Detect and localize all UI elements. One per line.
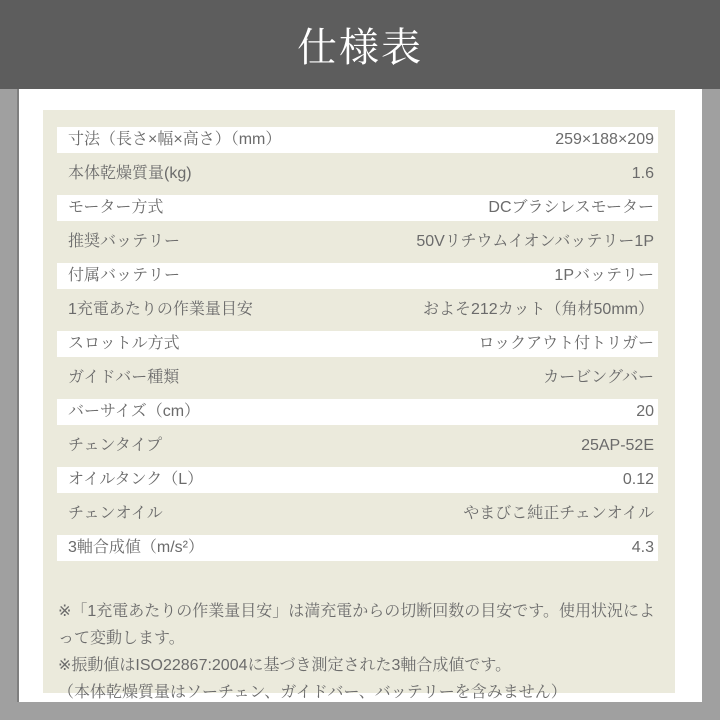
spec-value: 50Vリチウムイオンバッテリー1P — [416, 233, 654, 250]
spec-value: 0.12 — [622, 471, 654, 488]
spec-value: DCブラシレスモーター — [488, 199, 654, 216]
spec-value: 20 — [636, 403, 654, 420]
spec-value: ロックアウト付トリガー — [478, 335, 654, 352]
spec-label: チェンオイル — [68, 505, 163, 522]
spec-value: 25AP-52E — [581, 437, 654, 454]
spec-label: 3軸合成値（m/s²） — [68, 539, 205, 556]
footnote: ※振動値はISO22867:2004に基づき測定された3軸合成値です。 — [58, 657, 512, 674]
table-row — [57, 467, 658, 493]
table-row — [57, 399, 658, 425]
table-row — [57, 161, 658, 187]
table-row — [57, 263, 658, 289]
spec-label: オイルタンク（L） — [68, 471, 204, 488]
spec-label: 1充電あたりの作業量目安 — [68, 301, 253, 318]
spec-label: 推奨バッテリー — [68, 233, 181, 250]
spec-label: 付属バッテリー — [68, 267, 181, 284]
table-row — [57, 331, 658, 357]
spec-value: 4.3 — [631, 539, 654, 556]
spec-value: およそ212カット（角材50mm） — [423, 301, 654, 318]
page-header — [0, 0, 720, 89]
spec-label: スロットル方式 — [68, 335, 180, 352]
footnote: （本体乾燥質量はソーチェン、ガイドバー、バッテリーを含みません） — [58, 684, 567, 701]
spec-label: 寸法（長さ×幅×高さ）（mm） — [68, 131, 282, 148]
spec-value: 1Pバッテリー — [554, 267, 654, 284]
table-row — [57, 433, 658, 459]
spec-table — [43, 110, 675, 561]
spec-value: カービングバー — [543, 369, 654, 386]
spec-value: 259×188×209 — [555, 131, 654, 148]
spec-label: バーサイズ（cm） — [68, 403, 201, 420]
spec-label: ガイドバー種類 — [68, 369, 180, 386]
table-row — [57, 195, 658, 221]
spec-label: チェンタイプ — [68, 437, 163, 454]
table-row — [57, 297, 658, 323]
footnotes — [43, 598, 675, 706]
spec-value: 1.6 — [631, 165, 654, 182]
spec-label: 本体乾燥質量(kg) — [68, 165, 192, 182]
spec-label: モーター方式 — [68, 199, 164, 216]
page-title: 仕様表 — [297, 26, 423, 70]
spec-value: やまびこ純正チェンオイル — [463, 505, 654, 522]
table-row — [57, 127, 658, 153]
table-row — [57, 229, 658, 255]
spec-sheet — [43, 110, 675, 701]
table-row — [57, 365, 658, 391]
table-row — [57, 535, 658, 561]
table-row — [57, 501, 658, 527]
footnote: ※「1充電あたりの作業量目安」は満充電からの切断回数の目安です。使用状況によって変動します。 — [58, 603, 656, 647]
